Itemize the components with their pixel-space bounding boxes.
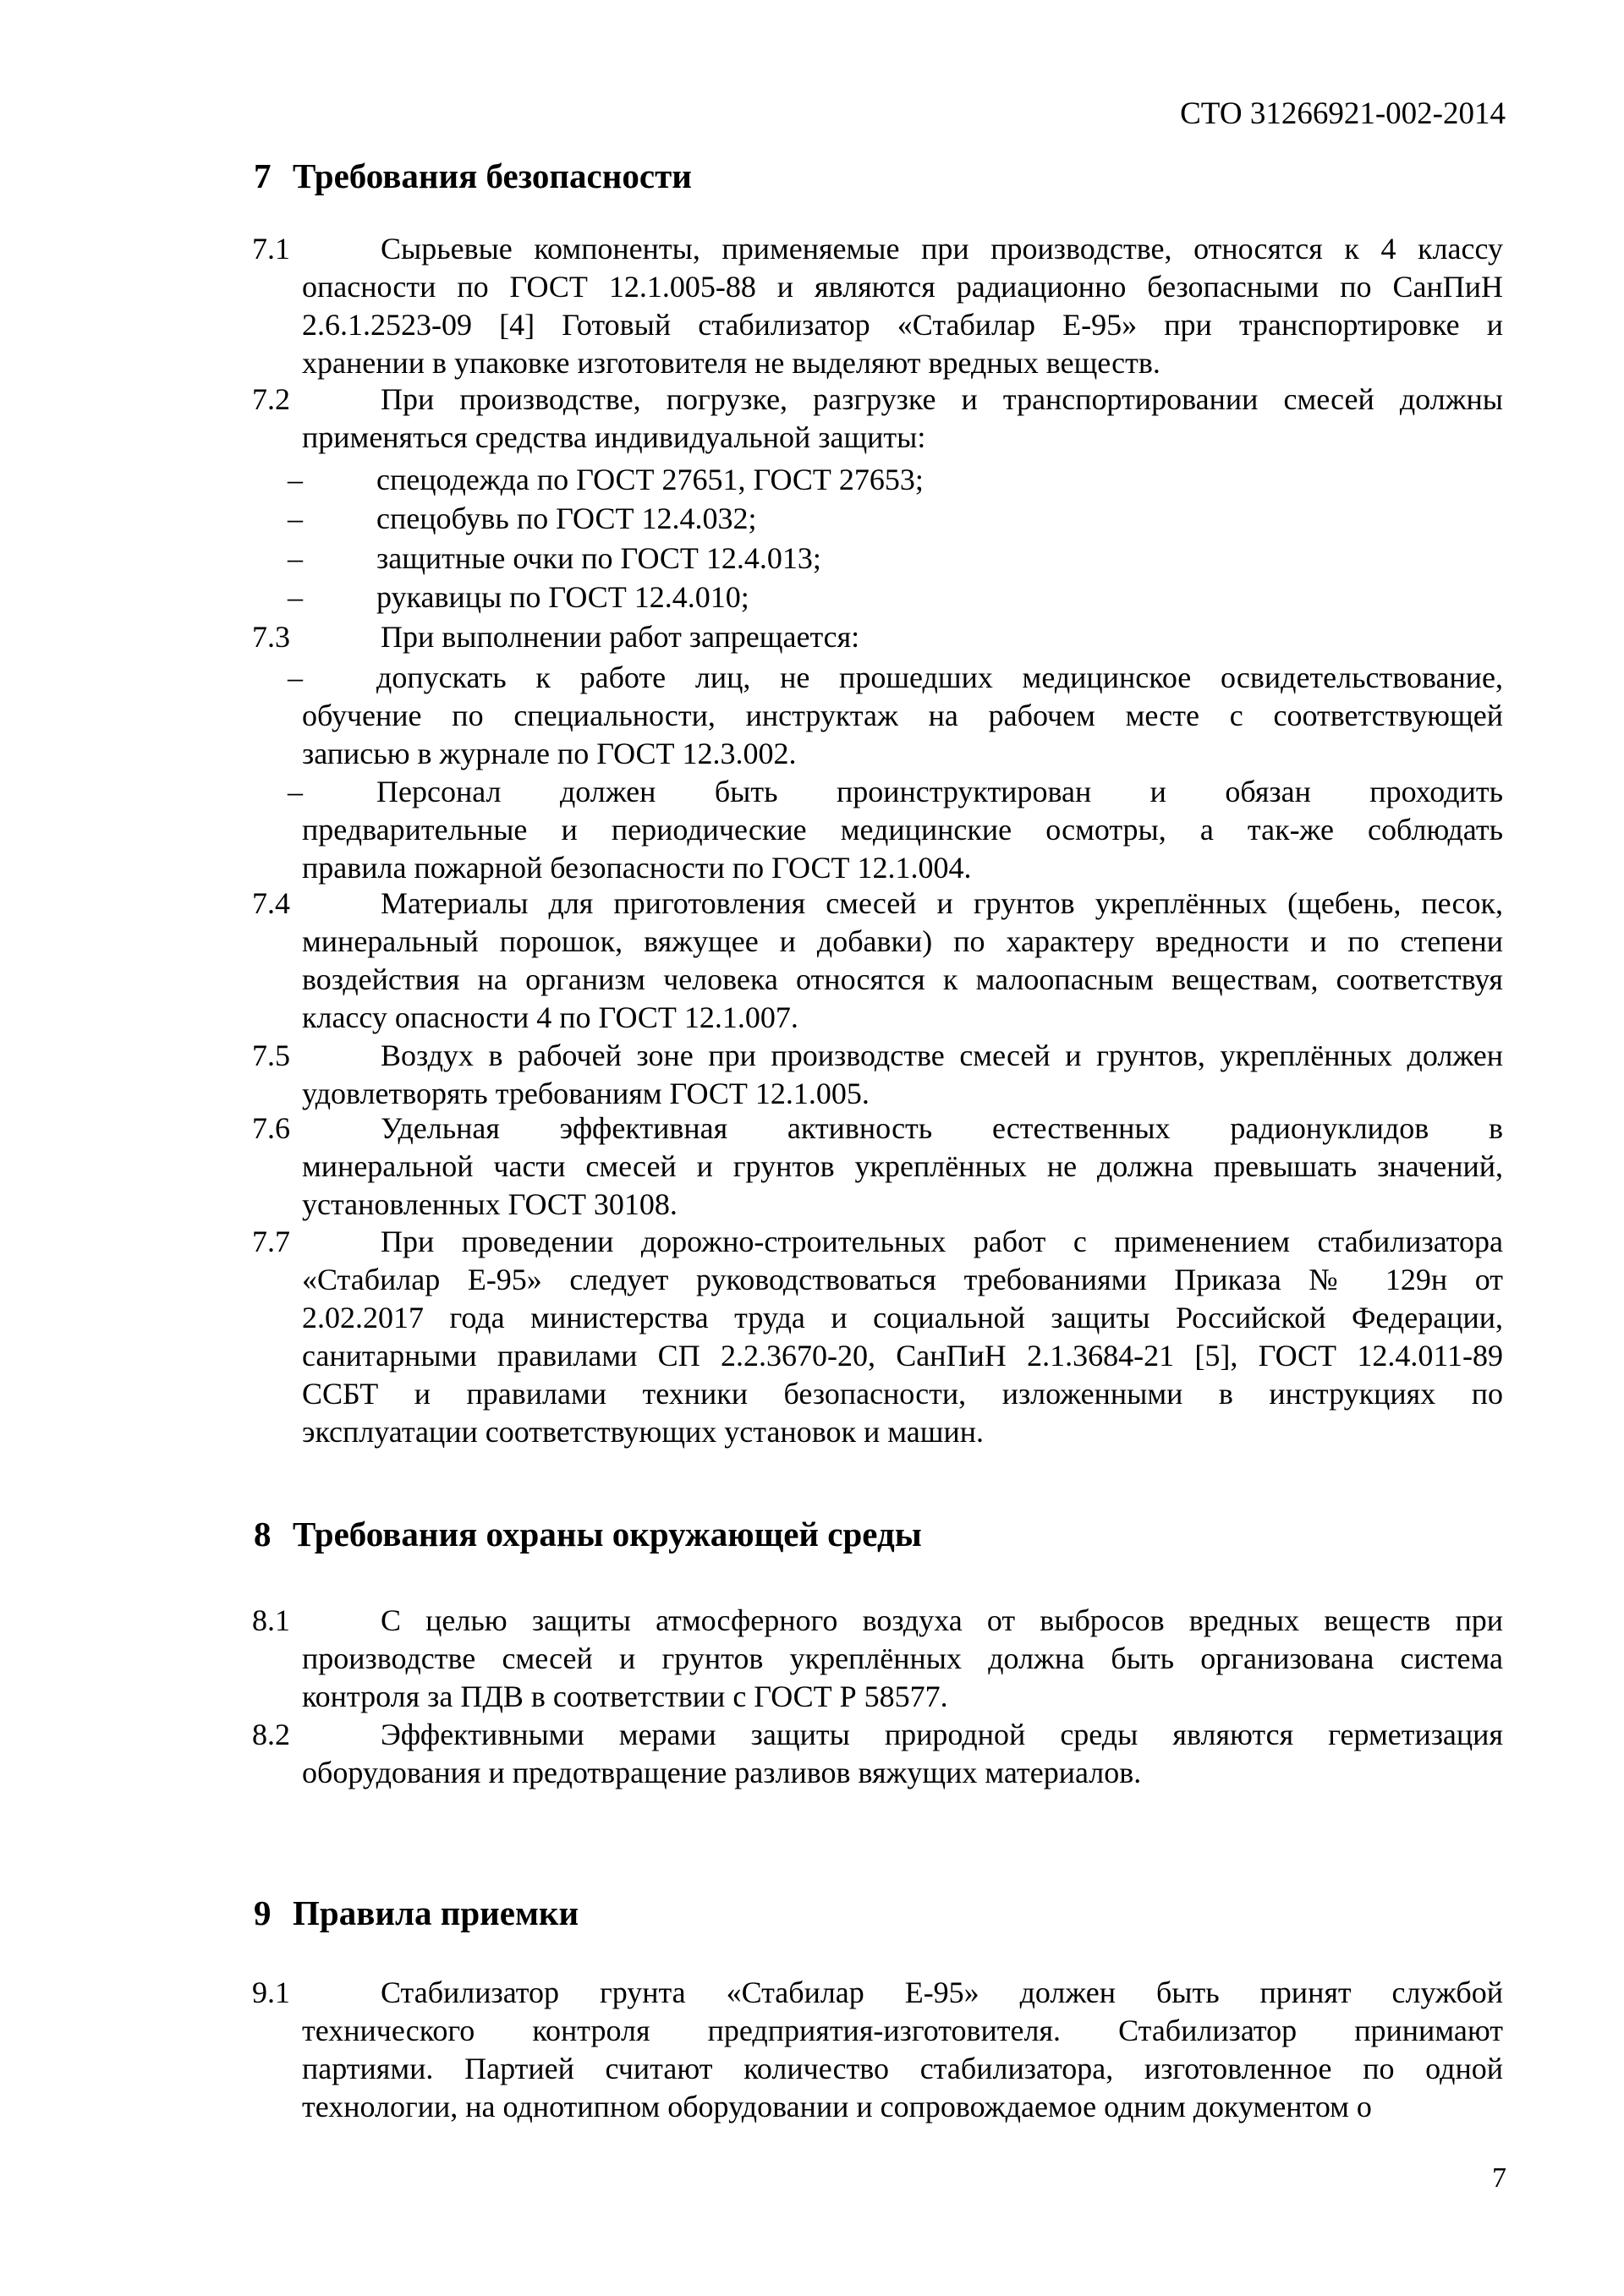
paragraph-line: контроля за ПДВ в соответствии с ГОСТ Р 58577.	[302, 1680, 948, 1713]
paragraph-line	[252, 1602, 1503, 1640]
paragraph-line: воздействия на организм человека относятся к малоопасным веществам, соответствуя	[302, 962, 1503, 996]
paragraph-line: 2.02.2017 года министерства труда и социальной защиты Российской Федерации,	[302, 1301, 1503, 1334]
paragraph-line: ССБТ и правилами техники безопасности, изложенными в инструкциях по	[302, 1377, 1503, 1411]
list-item-line	[288, 540, 1503, 578]
line-text: рукавицы по ГОСТ 12.4.010;	[376, 580, 749, 614]
paragraph-line: применяться средства индивидуальной защиты:	[302, 420, 926, 454]
paragraph-line: производстве смесей и грунтов укреплённых должна быть организована система	[302, 1641, 1503, 1675]
section-heading-9	[254, 1891, 579, 1935]
line-text: Материалы для приготовления смесей и грунтов укреплённых (щебень, песок,	[381, 886, 1503, 920]
paragraph-line: партиями. Партией считают количество стабилизатора, изготовленное по одной	[302, 2052, 1503, 2085]
list-item-line: записью в журнале по ГОСТ 12.3.002.	[302, 737, 797, 770]
paragraph-line	[252, 381, 1503, 419]
list-item-line	[288, 659, 1503, 697]
dash-marker: –	[288, 541, 303, 575]
paragraph-line: оборудования и предотвращение разливов вяжущих материалов.	[302, 1756, 1142, 1789]
paragraph-line: минеральный порошок, вяжущее и добавки) по характеру вредности и по степени	[302, 924, 1503, 958]
list-item-line: предварительные и периодические медицинские осмотры, а так-же соблюдать	[302, 813, 1503, 847]
line-text: При выполнении работ запрещается:	[381, 620, 860, 654]
dash-marker: –	[288, 775, 303, 808]
line-text: спецодежда по ГОСТ 27651, ГОСТ 27653;	[376, 463, 924, 496]
line-text: защитные очки по ГОСТ 12.4.013;	[376, 541, 821, 575]
dash-marker: –	[288, 580, 303, 614]
line-text: При проведении дорожно-строительных работ с применением стабилизатора	[381, 1225, 1503, 1258]
paragraph-line	[252, 1037, 1503, 1075]
line-text: Персонал должен быть проинструктирован и обязан проходить	[376, 775, 1503, 808]
section-heading-8	[254, 1512, 922, 1556]
list-item-line	[288, 773, 1503, 811]
paragraph-line	[252, 230, 1503, 268]
line-text: С целью защиты атмосферного воздуха от выбросов вредных веществ при	[381, 1603, 1503, 1637]
line-text: спецобувь по ГОСТ 12.4.032;	[376, 501, 757, 535]
paragraph-number: 7.6	[252, 1111, 290, 1145]
paragraph-line: классу опасности 4 по ГОСТ 12.1.007.	[302, 1000, 798, 1034]
list-item-line	[288, 500, 1503, 538]
paragraph-number: 7.1	[252, 232, 290, 266]
line-text: Эффективными мерами защиты природной среды являются герметизация	[381, 1718, 1503, 1751]
paragraph-line	[252, 1223, 1503, 1261]
paragraph-line: 2.6.1.2523-09 [4] Готовый стабилизатор «Стабилар Е-95» при транспортировке и	[302, 308, 1503, 342]
paragraph-line	[252, 1716, 1503, 1754]
page-number: 7	[1492, 2162, 1506, 2194]
line-text: Воздух в рабочей зоне при производстве смесей и грунтов, укреплённых должен	[381, 1038, 1503, 1072]
paragraph-line: опасности по ГОСТ 12.1.005-88 и являются радиационно безопасными по СанПиН	[302, 270, 1503, 304]
paragraph-line	[252, 1974, 1503, 2012]
paragraph-number: 9.1	[252, 1975, 290, 2009]
list-item-line: правила пожарной безопасности по ГОСТ 12.1.004.	[302, 851, 972, 885]
paragraph-line	[252, 1110, 1503, 1148]
paragraph-line	[252, 618, 1503, 656]
dash-marker: –	[288, 463, 303, 496]
paragraph-line: удовлетворять требованиям ГОСТ 12.1.005.	[302, 1077, 870, 1110]
section-title: Требования охраны окружающей среды	[293, 1515, 922, 1553]
section-heading-7	[254, 154, 692, 198]
paragraph-line: «Стабилар Е-95» следует руководствоваться требованиями Приказа № 129н от	[302, 1263, 1503, 1296]
list-item-line	[288, 461, 1503, 499]
line-text: Сырьевые компоненты, применяемые при производстве, относятся к 4 классу	[381, 232, 1503, 266]
line-text: При производстве, погрузке, разгрузке и транспортировании смесей должны	[381, 382, 1503, 416]
paragraph-line: технологии, на однотипном оборудовании и сопровождаемое одним документом о	[302, 2090, 1372, 2123]
paragraph-number: 7.5	[252, 1038, 290, 1072]
section-number: 7	[254, 156, 272, 195]
paragraph-line: установленных ГОСТ 30108.	[302, 1187, 678, 1221]
list-item-line	[288, 578, 1503, 616]
paragraph-line: санитарными правилами СП 2.2.3670-20, СанПиН 2.1.3684-21 [5], ГОСТ 12.4.011-89	[302, 1339, 1503, 1373]
dash-marker: –	[288, 660, 303, 694]
paragraph-number: 7.7	[252, 1225, 290, 1258]
line-text: Удельная эффективная активность естественных радионуклидов в	[381, 1111, 1503, 1145]
document-code-header: СТО 31266921-002-2014	[1180, 96, 1506, 131]
section-number: 8	[254, 1515, 272, 1553]
section-number: 9	[254, 1893, 272, 1932]
paragraph-line: эксплуатации соответствующих установок и машин.	[302, 1415, 984, 1449]
paragraph-line: хранении в упаковке изготовителя не выделяют вредных веществ.	[302, 346, 1160, 380]
dash-marker: –	[288, 501, 303, 535]
paragraph-line: технического контроля предприятия-изготовителя. Стабилизатор принимают	[302, 2014, 1503, 2047]
paragraph-number: 8.2	[252, 1718, 290, 1751]
paragraph-number: 7.3	[252, 620, 290, 654]
paragraph-number: 7.2	[252, 382, 290, 416]
paragraph-line: минеральной части смесей и грунтов укреплённых не должна превышать значений,	[302, 1149, 1503, 1183]
line-text: Стабилизатор грунта «Стабилар Е-95» должен быть принят службой	[381, 1975, 1503, 2009]
list-item-line: обучение по специальности, инструктаж на рабочем месте с соответствующей	[302, 699, 1503, 732]
paragraph-number: 8.1	[252, 1603, 290, 1637]
line-text: допускать к работе лиц, не прошедших медицинское освидетельствование,	[376, 660, 1503, 694]
section-title: Правила приемки	[293, 1893, 579, 1932]
section-title: Требования безопасности	[293, 156, 692, 195]
paragraph-number: 7.4	[252, 886, 290, 920]
paragraph-line	[252, 885, 1503, 923]
